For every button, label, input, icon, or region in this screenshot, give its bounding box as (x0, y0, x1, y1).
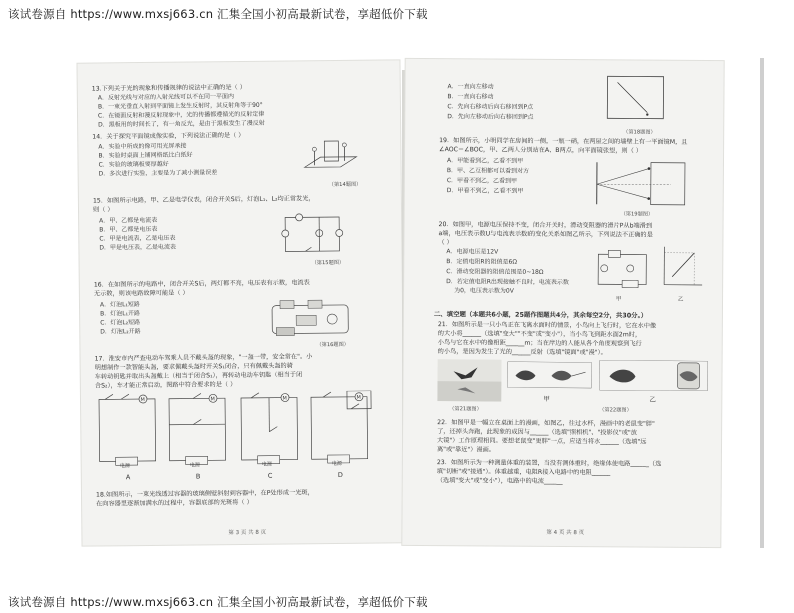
q16-option-b: B．灯泡L₁开路 (100, 310, 141, 318)
svg-text:M: M (282, 395, 287, 402)
q14-option-a: A．实验中所成的像可用光屏承接 (98, 142, 187, 151)
q17-power-label-a: 电源 (119, 463, 131, 470)
q23-line2: 填"切断"或"接通"）。体重越重，电阻R接入电路中的电阻______ (436, 468, 611, 477)
q19-option-b: B．甲、乙互相都可以看到对方 (446, 167, 530, 175)
q18-option-d: D．先向左移动后向右移回到P点 (447, 113, 534, 121)
q14-figure-mirror (300, 137, 362, 180)
q13-option-a: A．反射光线与对应的入射光线可以不在同一平面内 (97, 93, 234, 102)
q17-power-label-d: 电源 (331, 460, 343, 468)
q22-label-yi: 乙 (649, 395, 656, 404)
q21-caption: （第21题图） (449, 406, 482, 413)
q16-stem-line1: 16．在如图所示的电路中，闭合开关S后，两灯都不亮，电压表有示数，电流表 (93, 279, 310, 289)
q16-option-d: D．灯泡L₂开路 (100, 328, 141, 336)
q15-caption: （第15题图） (311, 259, 345, 267)
q20-line3: （ ） (438, 239, 453, 247)
q22-line3: 大镜"）工作原理相同。要想老鼠变"更胖"一点，应适当将水______（选填"远 (437, 437, 647, 446)
q22-line1: 22．如图甲是一幅立在桌面上的漫画，如图乙，往过水杯，漫画中的老鼠变"胖" (437, 419, 655, 428)
q18-option-b: B．一直向右移动 (447, 93, 494, 101)
q18-option-a: A．一直向左移动 (447, 83, 494, 91)
q17-choice-a-label: A (125, 473, 131, 482)
q20-label-yi: 乙 (678, 296, 684, 303)
svg-text:M: M (140, 397, 145, 404)
q20-option-a: A．电源电压是12V (446, 248, 499, 256)
q19-option-c: C．甲看不到乙，乙看到甲 (446, 177, 518, 185)
q18-figure-container (603, 74, 667, 124)
q17-circuit-c (237, 391, 304, 470)
q13-option-b: B．一束光垂直入射到平面镜上发生反射时，其反射角等于90° (97, 101, 263, 111)
page-4-footer: 第 4 页 共 8 页 (546, 529, 585, 537)
q18-option-c: C．先向右移动后向右移回到P点 (447, 103, 534, 111)
q19-line1: 19．如图所示，小明同学在房间的一侧，一瓶一硝，在两屋之间的墙壁上有一平面镜M，且 (439, 137, 688, 146)
q20-label-jia: 甲 (616, 296, 622, 303)
q23-line3: （选填"变大"或"变小"），电路中的电流______ (436, 477, 563, 486)
q16-option-a: A．灯泡L₁短路 (99, 301, 140, 309)
q16-figure-circuit (266, 297, 356, 342)
q17-line4: 合S₂），车才能正常启动，图路中符合要求的是（ ） (94, 381, 237, 390)
q13-option-d: D．黑板用的时间长了，有一角反光，是由于黑板发生了漫反射 (98, 119, 265, 129)
q14-option-c: C．实验的玻璃板要厚越好 (98, 160, 169, 169)
bottom-banner[interactable]: 该试卷源自 https://www.mxsj663.cn 汇集全国小初高最新试卷，享超低价下载 (8, 595, 428, 609)
q20-option-c: C．滑动变阻器的阻值范围是0~18Ω (446, 268, 544, 276)
q19-option-a: A．甲能看到乙，乙看不到甲 (446, 157, 524, 165)
q15-figure-circuit (279, 211, 345, 258)
q21-figure-bird (437, 359, 501, 401)
svg-text:M: M (210, 396, 215, 403)
q13-option-c: C．在镜面反射和漫反射现象中，光的传播都遵循光的反射定律 (97, 110, 265, 120)
q22-figure-yi (599, 360, 707, 391)
q20-line2: a端，电压表示数U与电流表示数I的变化关系如图乙所示，下列说法不正确的是 (438, 230, 653, 239)
q17-line2: 明想制作一款智能头盔，要求佩戴头盔时开关S₁闭合，只有佩戴头盔的骑 (94, 362, 293, 372)
q19-option-d: D．甲看不到乙，乙看不到甲 (446, 187, 524, 195)
q19-caption: （第19题图） (620, 211, 654, 218)
q15-option-c: C．甲是电流表，乙是电压表 (99, 234, 176, 243)
q22-caption: （第22题图） (599, 407, 632, 414)
q17-power-label-c: 电源 (261, 461, 273, 468)
q20-option-d-line1: D．若定值电阻R出现接触不良时，电流表示数 (446, 278, 569, 287)
q21-line1: 21．如图所示是一只小鸟正在飞离水面时的情景，小鸟向上飞行时，它在水中像 (437, 321, 657, 330)
exam-page-3 (77, 60, 404, 545)
q16-option-c: C．灯泡L₂短路 (100, 319, 141, 327)
q14-caption: （第14题图） (328, 181, 362, 189)
photo-edge (760, 58, 764, 548)
q17-circuit-a (95, 393, 162, 472)
q15-option-b: B．甲、乙都是电压表 (99, 225, 158, 234)
q21-line2: 的大小将______（选填"变大""不变"或"变小"），当小鸟飞到距水面2m时， (437, 330, 642, 339)
q17-circuit-d (307, 391, 378, 470)
q20-option-b: B．定值电阻R的阻值是6Ω (446, 258, 518, 266)
q21-line4: 的小鸟，是因为发生了光的______反射（选填"镜面"或"漫"）。 (437, 348, 607, 357)
top-banner[interactable]: 该试卷源自 https://www.mxsj663.cn 汇集全国小初高最新试卷，享超低价下载 (8, 7, 428, 21)
q17-line3: 车转动钥匙并取出头盔戴上（相当于闭合S₁），再转动电动车钥匙（相当于闭 (94, 371, 303, 381)
svg-text:M: M (356, 394, 361, 401)
q22-line4: 离"或"靠近"）漫画。 (436, 446, 496, 454)
q20-figure-circuit (594, 246, 652, 290)
q15-stem-line2: 则（ ） (92, 206, 114, 214)
q15-option-a: A．甲、乙都是电流表 (99, 216, 158, 225)
q16-caption: （第16题图） (316, 341, 350, 349)
q14-option-b: B．实验时桌面上铺网格纸比白纸好 (98, 151, 193, 160)
q17-power-label-b: 电源 (189, 462, 201, 469)
q13-stem: 13.下列关于光的现象和传播规律的说法中正确的是（ ） (91, 83, 246, 93)
q14-stem: 14．关于探究平面镜成像实验，下列说法正确的是（ ） (92, 131, 245, 141)
q18-caption: （第18题图） (623, 129, 656, 136)
q21-line3: 小鸟与它在水中的像相距______m；当在岸边的人能从各个角度观察到飞行 (437, 339, 642, 348)
q17-choice-d-label: D (337, 470, 343, 479)
q17-choice-c-label: C (267, 471, 273, 480)
q15-option-d: D．甲是电压表，乙是电流表 (99, 243, 177, 252)
q17-line1: 17．淮安市内严查电动车驾乘人员不戴头盔的现象，"一盔一带，安全常在"。小 (94, 353, 313, 363)
q14-option-d: D．多次进行实验，主要是为了减小测量误差 (98, 169, 218, 178)
q23-line1: 23．如图所示为一种测量体重的装置，当没有测体重时，绝缘体使电路______（选 (436, 459, 662, 468)
q19-figure-mirror (591, 158, 691, 209)
q22-line2: 了，还掉头奔跑，此现象的成因与______（选填"照相机"、"投影仪"或"放 (437, 428, 637, 437)
q15-stem-line1: 15．如图所示电路，甲、乙是电学仪表，闭合开关S后，灯泡L₁、L₂均正常发光， (92, 195, 315, 205)
q20-line1: 20．如图甲，电源电压保持不变，闭合开关时，滑动变阻器的滑片P从b端滑到 (438, 221, 653, 230)
q19-line2: ∠AOC＝∠BOC，甲、乙两人分别站在A、B两点，向平面镜张望，则（ ） (439, 146, 642, 155)
q18-line2: 在向容器里逐渐加满水的过程中，容器底部的光斑将（ ） (96, 498, 253, 508)
q17-circuit-b (165, 392, 232, 471)
page-3-footer: 第 3 页 共 8 页 (228, 529, 267, 537)
q20-option-d-line2: 为0，电压表示数为0V (454, 287, 514, 295)
q17-choice-b-label: B (195, 472, 201, 481)
q20-figure-graph (658, 245, 704, 291)
section-2-heading: 二、填空题（本题共6小题，25题作图题共4分，其余每空2分，共30分。） (433, 310, 648, 320)
q16-stem-line2: 无示数，则该电路故障可能是（ ） (93, 289, 189, 298)
exam-page-4 (402, 59, 723, 547)
q18-line1: 18.如图所示，一束光线透过容器的玻璃侧壁斜射到容器中，在P处形成一光斑， (95, 489, 314, 499)
q22-label-jia: 甲 (543, 394, 550, 403)
q22-figure-jia (507, 362, 591, 389)
